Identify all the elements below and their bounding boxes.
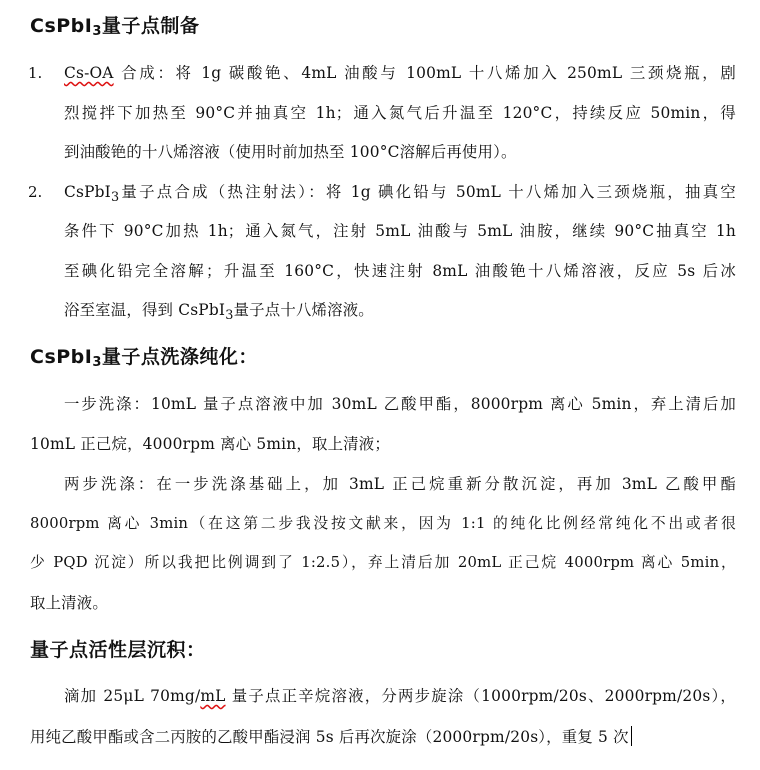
misspelled-unit: mL [200, 687, 226, 705]
purification-p2-line-1[interactable]: 两步洗涤：在一步洗涤基础上，加 3mL 正己烷重新分散沉淀，再加 3mL 乙酸甲酯 [64, 475, 736, 493]
step-2-formula: CsPbI [64, 183, 111, 201]
misspelled-word: Cs-OA [64, 64, 114, 82]
step-1-line-2[interactable]: 烈搅拌下加热至 90°C并抽真空 1h；通入氮气后升温至 120°C，持续反应 50min，得 [64, 104, 736, 122]
purification-p2-line-3[interactable]: 少 PQD 沉淀）所以我把比例调到了 1:2.5），弃上清后加 20mL 正己烷 4000rpm 离心 5min， [30, 554, 736, 571]
step-1-number: 1. [28, 64, 43, 82]
deposition-line-1[interactable] [64, 686, 736, 706]
heading-purification [30, 345, 258, 375]
deposition-line-2[interactable] [30, 726, 632, 747]
deposition-line-1-text: 滴加 25μL 70mg/ [64, 687, 201, 705]
step-2-line-4-text: 浴至室温，得到 CsPbI [64, 301, 226, 319]
purification-p2-line-2[interactable]: 8000rpm 离心 3min（在这第二步我没按文献来，因为 1:1 的纯化比例经常纯化不出或者很 [30, 515, 736, 532]
deposition-line-1-text-2: 量子点正辛烷溶液，分两步旋涂（1000rpm/20s、2000rpm/20s）， [225, 687, 736, 705]
step-1-line-1-text: 合成：将 1g 碳酸铯、4mL 油酸与 100mL 十八烯加入 250mL 三颈烧瓶，剧 [121, 64, 737, 82]
step-2-number: 2. [28, 183, 43, 201]
step-1-line-3[interactable]: 到油酸铯的十八烯溶液（使用时前加热至 100°C溶解后再使用）。 [64, 143, 517, 161]
step-2-line-4-subscript: 3 [225, 308, 234, 324]
deposition-line-2-text: 用纯乙酸甲酯或含二丙胺的乙酸甲酯浸润 5s 后再次旋涂（2000rpm/20s），重复 5 次 [30, 728, 629, 746]
heading-synthesis-text-2: 量子点制备 [101, 15, 200, 37]
heading-synthesis [30, 14, 199, 44]
step-2-line-1[interactable] [64, 182, 736, 208]
heading-synthesis-subscript: 3 [92, 24, 102, 39]
purification-p2-line-4[interactable]: 取上清液。 [30, 594, 108, 612]
step-2-line-3[interactable]: 至碘化铅完全溶解；升温至 160°C，快速注射 8mL 油酸铯十八烯溶液，反应 5s 后冰 [64, 262, 736, 280]
step-2-line-2[interactable]: 条件下 90°C加热 1h；通入氮气，注射 5mL 油酸与 5mL 油胺，继续 90°C抽真空 1h [64, 222, 736, 240]
step-2-line-4[interactable] [64, 300, 374, 326]
step-2-line-4-text-2: 量子点十八烯溶液。 [233, 301, 374, 319]
step-1-line-1[interactable] [64, 63, 736, 83]
purification-p1-line-2[interactable]: 10mL 正己烷，4000rpm 离心 5min，取上清液； [30, 435, 390, 453]
purification-p1-line-1[interactable]: 一步洗涤：10mL 量子点溶液中加 30mL 乙酸甲酯，8000rpm 离心 5min，弃上清后加 [64, 395, 736, 413]
heading-purification-text: CsPbI [30, 346, 93, 368]
heading-purification-text-2: 量子点洗涤纯化： [101, 346, 258, 368]
heading-synthesis-text: CsPbI [30, 15, 93, 37]
text-cursor [631, 726, 632, 746]
step-2-line-1-text: 量子点合成（热注射法）：将 1g 碘化铅与 50mL 十八烯加入三颈烧瓶，抽真空 [119, 183, 736, 201]
heading-deposition: 量子点活性层沉积： [30, 639, 206, 661]
heading-purification-subscript: 3 [92, 355, 102, 370]
step-2-formula-subscript: 3 [110, 190, 120, 206]
